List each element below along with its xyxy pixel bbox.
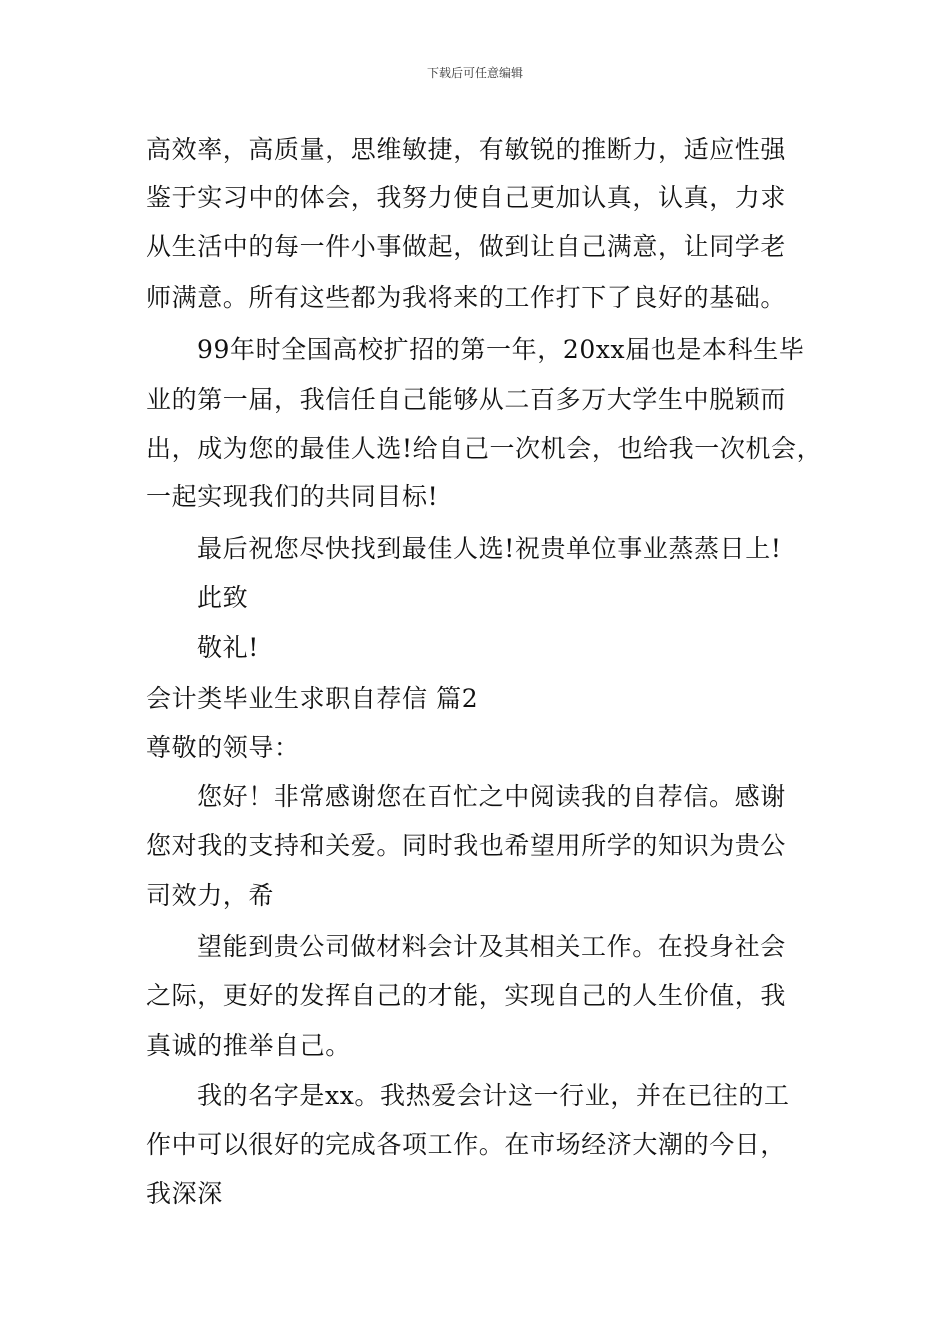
text-line: 司效力，希	[146, 881, 275, 910]
text-line: 业的第一届，我信任自己能够从二百多万大学生中脱颖而	[146, 385, 787, 414]
text-line: 此致	[197, 583, 249, 612]
section-title: 会计类毕业生求职自荐信 篇2	[146, 684, 479, 713]
text-line: 您对我的支持和关爱。同时我也希望用所学的知识为贵公	[146, 831, 787, 860]
text-line: 望能到贵公司做材料会计及其相关工作。在投身社会	[197, 932, 786, 961]
text-line: 从生活中的每一件小事做起，做到让自己满意，让同学老	[146, 232, 787, 261]
text-line: 我的名字是xx。我热爱会计这一行业，并在已往的工	[197, 1081, 790, 1110]
text-line: 高效率，高质量，思维敏捷，有敏锐的推断力，适应性强	[146, 135, 787, 164]
text-line: 我深深	[146, 1179, 223, 1208]
text-line: 您好！非常感谢您在百忙之中阅读我的自荐信。感谢	[197, 782, 786, 811]
text-line: 师满意。所有这些都为我将来的工作打下了良好的基础。	[146, 283, 787, 312]
text-line: 99年时全国高校扩招的第一年，20xx届也是本科生毕	[197, 335, 805, 364]
text-line: 出，成为您的最佳人选!给自己一次机会，也给我一次机会，	[146, 434, 823, 463]
text-line: 作中可以很好的完成各项工作。在市场经济大潮的今日，	[146, 1130, 787, 1159]
text-line: 敬礼!	[197, 633, 259, 662]
text-line: 最后祝您尽快找到最佳人选!祝贵单位事业蒸蒸日上!	[197, 534, 782, 563]
text-line: 之际，更好的发挥自己的才能，实现自己的人生价值，我	[146, 981, 787, 1010]
text-line: 真诚的推举自己。	[146, 1031, 351, 1060]
page-header-note: 下载后可任意编辑	[426, 66, 523, 80]
salutation: 尊敬的领导：	[146, 733, 300, 762]
text-line: 鉴于实习中的体会，我努力使自己更加认真，认真，力求	[146, 183, 787, 212]
text-line: 一起实现我们的共同目标!	[146, 482, 439, 511]
